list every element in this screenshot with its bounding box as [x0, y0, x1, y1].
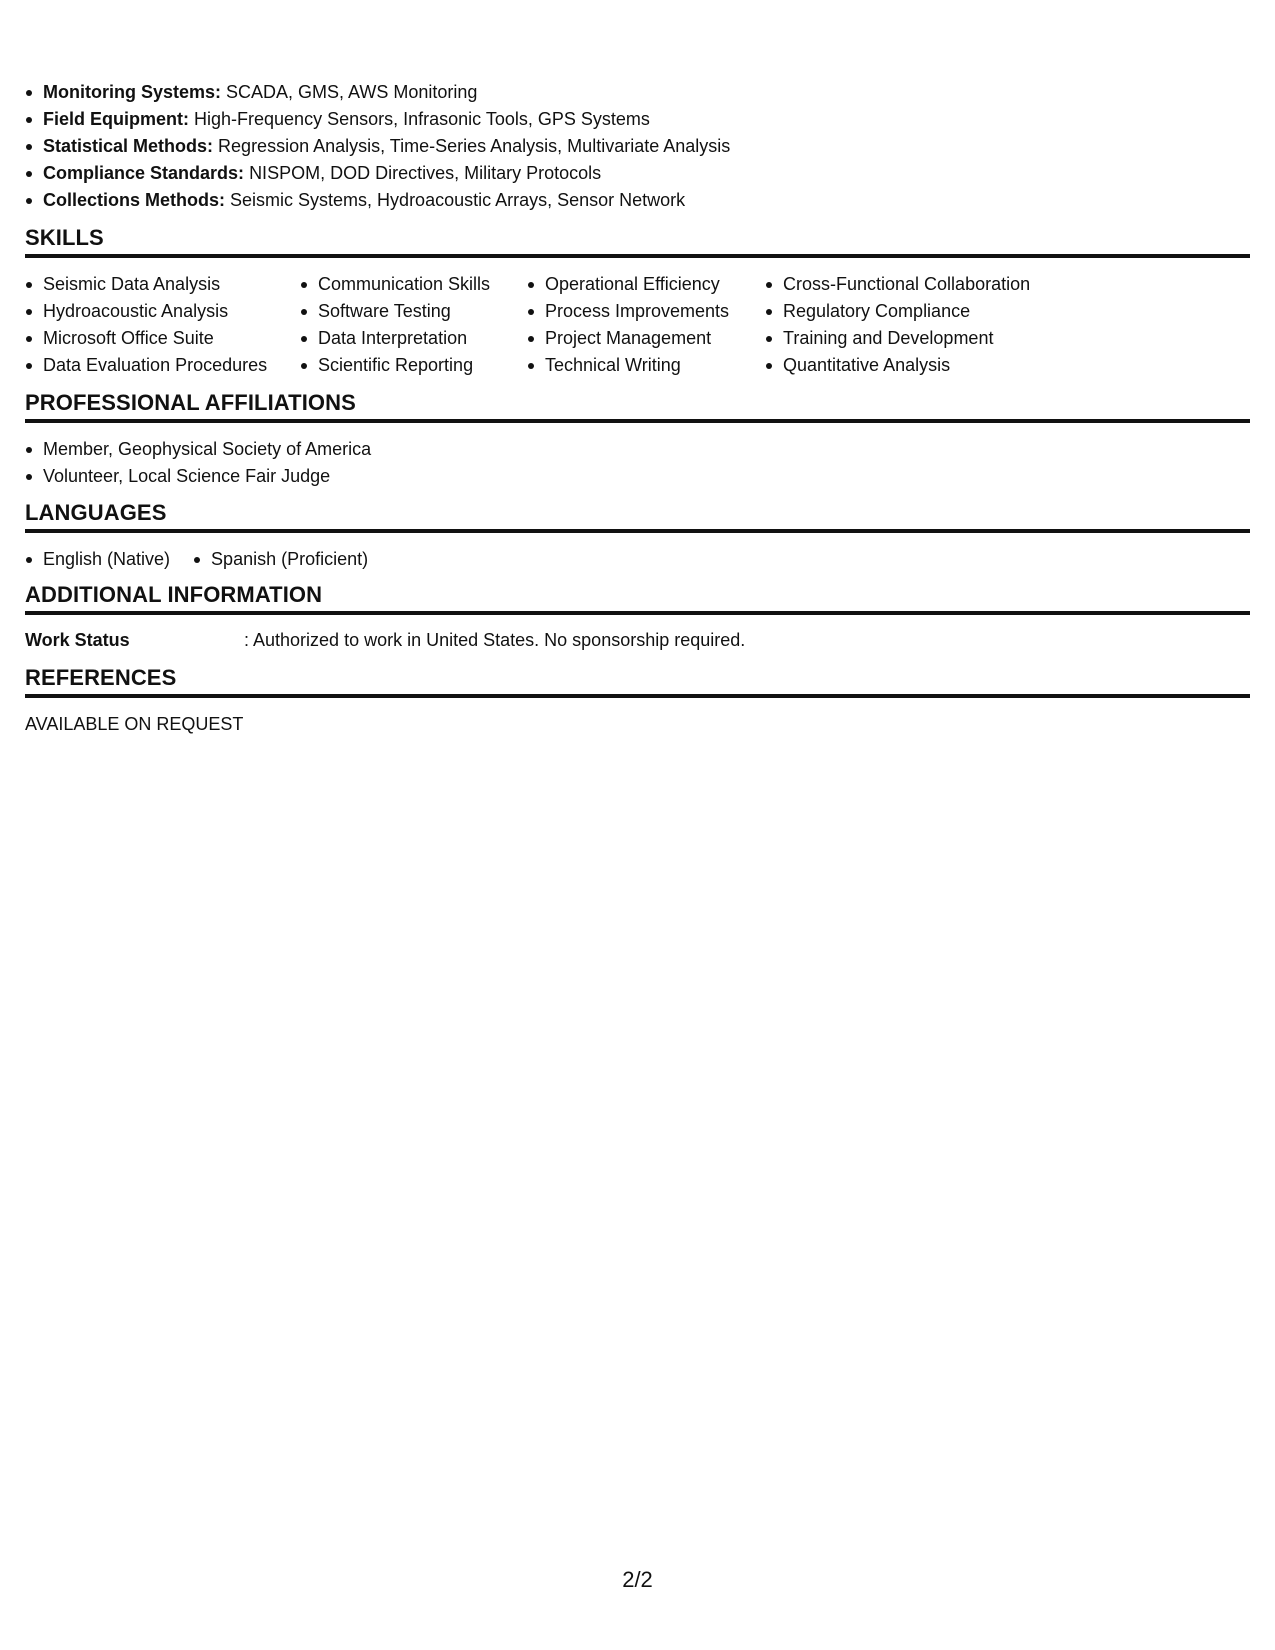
tool-category-value: Regression Analysis, Time-Series Analysis, Multivariate Analysis — [218, 136, 731, 156]
additional-info-section-header — [25, 576, 1250, 615]
additional-info-heading: ADDITIONAL INFORMATION — [25, 582, 323, 607]
skills-column — [25, 271, 300, 379]
affiliation-item: Member, Geophysical Society of America — [25, 436, 371, 463]
page-number: 2/2 — [622, 1567, 653, 1592]
skill-item: Quantitative Analysis — [765, 352, 1065, 379]
affiliations-section-header — [25, 384, 1250, 423]
tool-category-value: Seismic Systems, Hydroacoustic Arrays, Sensor Network — [230, 190, 686, 210]
tool-category-value: SCADA, GMS, AWS Monitoring — [226, 82, 478, 102]
language-item: English (Native) — [25, 546, 170, 573]
references-text: AVAILABLE ON REQUEST — [25, 714, 244, 734]
skill-item: Operational Efficiency — [527, 271, 765, 298]
affiliations-heading: PROFESSIONAL AFFILIATIONS — [25, 390, 356, 415]
resume-page — [25, 0, 1250, 1650]
tool-category-label: Field Equipment: — [43, 109, 189, 129]
skill-item: Data Interpretation — [300, 325, 527, 352]
skill-item: Data Evaluation Procedures — [25, 352, 300, 379]
work-status-label: Work Status — [25, 630, 130, 650]
skill-item: Software Testing — [300, 298, 527, 325]
tool-category-value: High-Frequency Sensors, Infrasonic Tools, GPS Systems — [194, 109, 650, 129]
skills-column — [300, 271, 527, 379]
languages-section-header — [25, 494, 1250, 533]
list-item — [25, 106, 730, 133]
list-item — [25, 133, 730, 160]
affiliation-item: Volunteer, Local Science Fair Judge — [25, 463, 371, 490]
skill-item: Regulatory Compliance — [765, 298, 1065, 325]
skills-section-header — [25, 219, 1250, 258]
list-item — [25, 79, 730, 106]
skill-item: Cross-Functional Collaboration — [765, 271, 1065, 298]
tool-category-label: Collections Methods: — [43, 190, 226, 210]
list-item — [25, 187, 730, 214]
skill-item: Scientific Reporting — [300, 352, 527, 379]
languages-heading: LANGUAGES — [25, 500, 167, 525]
skill-item: Hydroacoustic Analysis — [25, 298, 300, 325]
references-heading: REFERENCES — [25, 665, 177, 690]
tool-category-label: Statistical Methods: — [43, 136, 214, 156]
references-section-header — [25, 659, 1250, 698]
skills-heading: SKILLS — [25, 225, 104, 250]
skills-grid — [25, 271, 1065, 379]
affiliations-list — [25, 436, 371, 490]
skill-item: Seismic Data Analysis — [25, 271, 300, 298]
language-item: Spanish (Proficient) — [193, 546, 368, 573]
languages-list — [25, 546, 391, 573]
tool-category-value: NISPOM, DOD Directives, Military Protocols — [249, 163, 602, 183]
skill-item: Training and Development — [765, 325, 1065, 352]
skill-item: Communication Skills — [300, 271, 527, 298]
skills-column — [765, 271, 1065, 379]
list-item — [25, 160, 730, 187]
tool-category-label: Compliance Standards: — [43, 163, 245, 183]
skills-column — [527, 271, 765, 379]
skill-item: Technical Writing — [527, 352, 765, 379]
skill-item: Project Management — [527, 325, 765, 352]
tool-category-label: Monitoring Systems: — [43, 82, 222, 102]
work-status-value: : Authorized to work in United States. No sponsorship required. — [244, 630, 746, 650]
skill-item: Process Improvements — [527, 298, 765, 325]
skill-item: Microsoft Office Suite — [25, 325, 300, 352]
technical-tools-list — [25, 79, 730, 214]
